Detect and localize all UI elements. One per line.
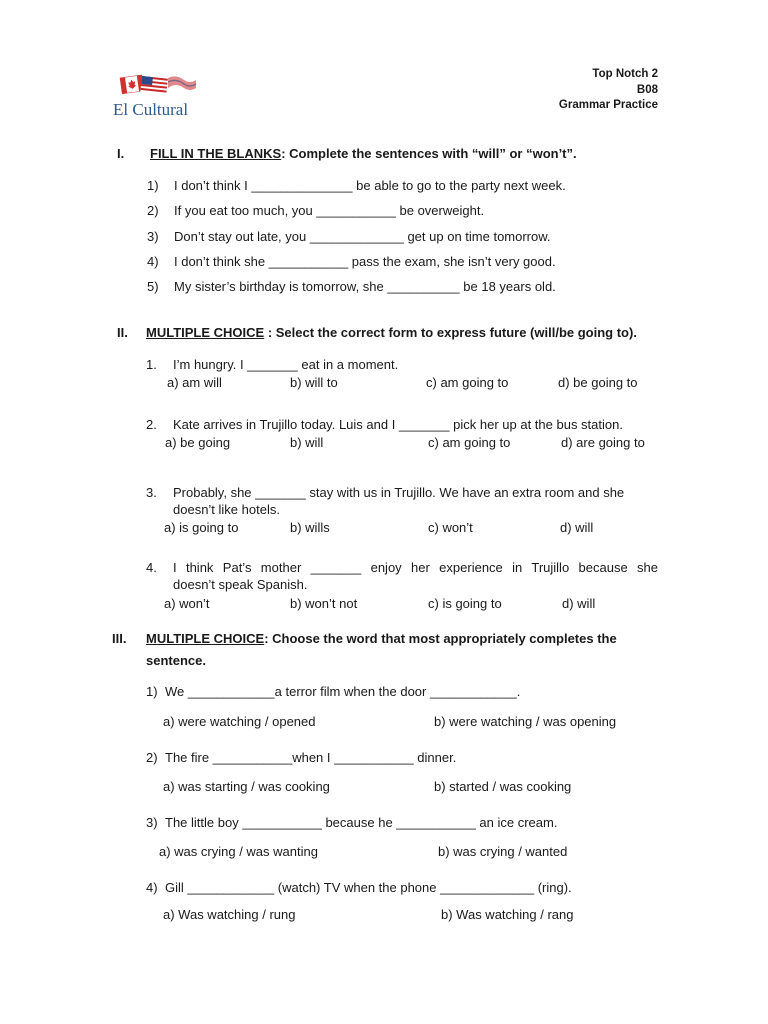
- logo-text: El Cultural: [113, 100, 189, 119]
- s2-q3-option-d: d) will: [560, 520, 594, 535]
- section-2-heading: [146, 325, 637, 340]
- s1-item-1-text: I don’t think I ______________ be able to go to the party next week.: [174, 178, 566, 193]
- s2-q3-option-c: c) won’t: [428, 520, 473, 535]
- s2-q4-option-d: d) will: [562, 596, 596, 611]
- s2-q1-option-c: c) am going to: [426, 375, 509, 390]
- s2-q1-option-d: d) be going to: [558, 375, 638, 390]
- s2-q2-option-b: b) will: [290, 435, 324, 450]
- section-3-title: MULTIPLE CHOICE: [146, 631, 265, 646]
- s2-q2-num: 2.: [146, 417, 157, 432]
- s3-q2-text: The fire ___________when I ___________ dinner.: [165, 750, 457, 765]
- s3-q1-num: 1): [146, 684, 158, 699]
- section-3-instruction-line2: sentence.: [146, 653, 206, 668]
- s2-q3-option-b: b) wills: [290, 520, 330, 535]
- section-1-numeral: I.: [117, 146, 125, 161]
- s1-item-3-num: 3): [147, 229, 159, 244]
- s1-item-5-text: My sister’s birthday is tomorrow, she __________ be 18 years old.: [174, 279, 556, 294]
- header-course: Top Notch 2: [592, 68, 658, 80]
- s1-item-5-num: 5): [147, 279, 159, 294]
- section-3-numeral: III.: [112, 631, 127, 646]
- section-3-heading: [146, 631, 617, 646]
- s2-q3-text-line2: doesn’t like hotels.: [173, 502, 280, 517]
- s3-q2-option-a: a) was starting / was cooking: [163, 779, 330, 794]
- section-2-numeral: II.: [117, 325, 128, 340]
- s3-q3-option-b: b) was crying / wanted: [438, 844, 568, 859]
- header-subject: Grammar Practice: [558, 99, 658, 111]
- s3-q4-text: Gill ____________ (watch) TV when the phone _____________ (ring).: [165, 880, 572, 895]
- s2-q4-num: 4.: [146, 560, 157, 575]
- s2-q3-text: Probably, she _______ stay with us in Trujillo. We have an extra room and she: [173, 485, 625, 500]
- s1-item-2-text: If you eat too much, you ___________ be overweight.: [174, 203, 485, 218]
- s1-item-4-num: 4): [147, 254, 159, 269]
- s3-q2-option-b: b) started / was cooking: [434, 779, 572, 794]
- s3-q3-num: 3): [146, 815, 158, 830]
- s2-q1-text: I’m hungry. I _______ eat in a moment.: [173, 357, 399, 372]
- s3-q1-text: We ____________a terror film when the door ____________.: [165, 684, 521, 699]
- section-3-instruction: : Choose the word that most appropriately completes the: [264, 631, 617, 646]
- s1-item-1-num: 1): [147, 178, 159, 193]
- s3-q1-option-a: a) were watching / opened: [163, 714, 316, 729]
- s1-item-4-text: I don’t think she ___________ pass the exam, she isn’t very good.: [174, 254, 556, 269]
- s2-q2-text: Kate arrives in Trujillo today. Luis and I _______ pick her up at the bus station.: [173, 417, 623, 432]
- s2-q1-num: 1.: [146, 357, 157, 372]
- section-1-heading: [150, 146, 577, 161]
- section-2-instruction: : Select the correct form to express future (will/be going to).: [264, 325, 637, 340]
- s2-q3-option-a: a) is going to: [164, 520, 239, 535]
- s2-q1-option-b: b) will to: [290, 375, 338, 390]
- header-code: B08: [636, 84, 658, 96]
- s3-q4-num: 4): [146, 880, 158, 895]
- s3-q2-num: 2): [146, 750, 158, 765]
- s2-q2-option-a: a) be going: [165, 435, 231, 450]
- s3-q3-text: The little boy ___________ because he ___________ an ice cream.: [165, 815, 558, 830]
- s2-q4-text-line2: doesn’t speak Spanish.: [173, 577, 308, 592]
- s2-q4-option-a: a) won’t: [164, 596, 210, 611]
- s2-q2-option-c: c) am going to: [428, 435, 511, 450]
- s2-q4-text: I think Pat’s mother _______ enjoy her experience in Trujillo because she: [173, 560, 658, 575]
- s2-q4-option-b: b) won’t not: [290, 596, 358, 611]
- s3-q3-option-a: a) was crying / was wanting: [159, 844, 318, 859]
- s2-q3-num: 3.: [146, 485, 157, 500]
- s3-q4-option-a: a) Was watching / rung: [163, 907, 296, 922]
- s1-item-2-num: 2): [147, 203, 159, 218]
- s2-q4-option-c: c) is going to: [428, 596, 502, 611]
- section-2-title: MULTIPLE CHOICE: [146, 325, 265, 340]
- s3-q1-option-b: b) were watching / was opening: [434, 714, 617, 729]
- section-1-instruction: : Complete the sentences with “will” or “won’t”.: [281, 146, 577, 161]
- s2-q1-option-a: a) am will: [167, 375, 222, 390]
- section-1-title: FILL IN THE BLANKS: [150, 146, 282, 161]
- s1-item-3-text: Don’t stay out late, you _____________ get up on time tomorrow.: [174, 229, 551, 244]
- s2-q2-option-d: d) are going to: [561, 435, 645, 450]
- s3-q4-option-b: b) Was watching / rang: [441, 907, 574, 922]
